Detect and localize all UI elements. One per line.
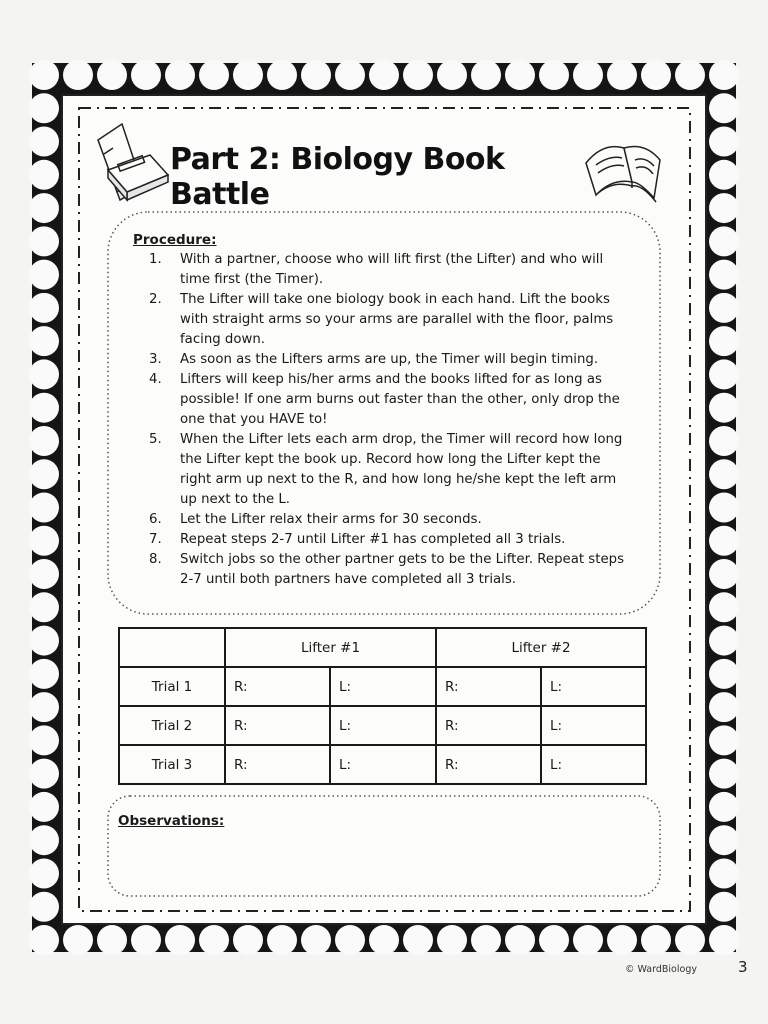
table-row [119, 706, 646, 745]
border-dot [709, 127, 739, 157]
border-dot [199, 60, 229, 90]
border-dot [709, 193, 739, 223]
step-text: Lifters will keep his/her arms and the books lifted for as long as possible! If one arm burns out faster than the other, only drop the one that you HAVE to! [180, 372, 620, 427]
step-number: 1. [149, 252, 162, 267]
lifter-1-header: Lifter #1 [225, 628, 436, 667]
border-dot [29, 725, 59, 755]
border-dot [709, 426, 739, 456]
border-dot [29, 825, 59, 855]
border-dot [29, 892, 59, 922]
border-dot [471, 60, 501, 90]
trial-label: Trial 2 [119, 706, 225, 745]
border-dot [267, 925, 297, 955]
border-dot [29, 60, 59, 90]
procedure-step [133, 370, 633, 430]
border-dot [335, 60, 365, 90]
table-cell[interactable]: R: [436, 745, 541, 784]
border-dot [29, 559, 59, 589]
border-dot [369, 925, 399, 955]
border-dot [709, 792, 739, 822]
page-title: Part 2: Biology Book Battle [170, 142, 505, 212]
table-cell[interactable]: R: [225, 706, 330, 745]
procedure-steps [133, 250, 633, 590]
border-dot [233, 60, 263, 90]
border-dot [165, 60, 195, 90]
border-dot [437, 925, 467, 955]
border-dot [301, 60, 331, 90]
table-cell[interactable]: L: [541, 667, 646, 706]
border-dot [709, 559, 739, 589]
border-dot [29, 93, 59, 123]
page-number: 3 [738, 958, 748, 976]
border-dot [675, 925, 705, 955]
border-dot [709, 93, 739, 123]
step-text: Let the Lifter relax their arms for 30 seconds. [180, 512, 482, 527]
table-corner-cell [119, 628, 225, 667]
border-dot [369, 60, 399, 90]
step-number: 4. [149, 372, 162, 387]
border-dot [29, 393, 59, 423]
border-dot [505, 925, 535, 955]
border-dot [301, 925, 331, 955]
table-cell[interactable]: R: [436, 706, 541, 745]
table-cell[interactable]: L: [330, 667, 436, 706]
table-cell[interactable]: R: [436, 667, 541, 706]
border-dot [607, 925, 637, 955]
border-dot [97, 925, 127, 955]
procedure-step [133, 290, 633, 350]
table-row [119, 667, 646, 706]
border-dot [63, 60, 93, 90]
border-dot [709, 326, 739, 356]
table-cell[interactable]: R: [225, 745, 330, 784]
border-dot [29, 160, 59, 190]
border-dot [29, 459, 59, 489]
border-dot [165, 925, 195, 955]
step-number: 6. [149, 512, 162, 527]
border-dot [607, 60, 637, 90]
border-dot [29, 260, 59, 290]
lifter-2-header: Lifter #2 [436, 628, 646, 667]
open-book-icon [586, 147, 660, 203]
border-dot [641, 60, 671, 90]
border-dot [709, 293, 739, 323]
border-dot [709, 226, 739, 256]
step-text: Repeat steps 2-7 until Lifter #1 has completed all 3 trials. [180, 532, 566, 547]
table-cell[interactable]: L: [541, 706, 646, 745]
border-dot [709, 526, 739, 556]
border-dot [709, 925, 739, 955]
border-dot [29, 692, 59, 722]
border-dot [29, 293, 59, 323]
table-row [119, 745, 646, 784]
step-text: The Lifter will take one biology book in each hand. Lift the books with straight arms so your arms are parallel with the floor, palms facing down. [180, 292, 614, 347]
procedure-step [133, 350, 633, 370]
table-header-row [119, 628, 646, 667]
border-dot [403, 925, 433, 955]
border-dot [29, 925, 59, 955]
border-dot [675, 60, 705, 90]
border-dot [641, 925, 671, 955]
table-cell[interactable]: R: [225, 667, 330, 706]
border-dot [709, 493, 739, 523]
border-dot [29, 759, 59, 789]
step-text: As soon as the Lifters arms are up, the Timer will begin timing. [180, 352, 599, 367]
step-text: With a partner, choose who will lift first (the Lifter) and who will time first (the Timer). [180, 252, 604, 287]
procedure-step [133, 550, 633, 590]
border-dot [709, 759, 739, 789]
procedure-step [133, 530, 633, 550]
border-dot [709, 659, 739, 689]
border-dot [709, 725, 739, 755]
border-dot [29, 659, 59, 689]
trials-table [118, 627, 647, 785]
border-dot [29, 493, 59, 523]
step-number: 7. [149, 532, 162, 547]
border-dot [505, 60, 535, 90]
step-number: 5. [149, 432, 162, 447]
border-dot [709, 60, 739, 90]
table-cell[interactable]: L: [541, 745, 646, 784]
border-dot [709, 692, 739, 722]
border-dot [573, 925, 603, 955]
step-number: 8. [149, 552, 162, 567]
border-dot [709, 858, 739, 888]
border-dot [131, 60, 161, 90]
border-dot [29, 359, 59, 389]
step-number: 3. [149, 352, 162, 367]
step-text: Switch jobs so the other partner gets to be the Lifter. Repeat steps 2-7 until both partners have completed all 3 trials. [180, 552, 624, 587]
border-dot [539, 925, 569, 955]
border-dot [29, 592, 59, 622]
procedure-section [133, 232, 633, 590]
procedure-heading: Procedure : [133, 232, 633, 248]
step-number: 2. [149, 292, 162, 307]
observations-label: Observations : [118, 813, 224, 829]
border-dot [29, 858, 59, 888]
border-dot [709, 626, 739, 656]
step-text: When the Lifter lets each arm drop, the Timer will record how long the Lifter kept the book up. Record how long the Lifter kept the right arm up next to the R, and how long he/she kept the left arm up next to the L. [180, 432, 623, 507]
border-dot [29, 326, 59, 356]
border-dot [709, 160, 739, 190]
trial-label: Trial 3 [119, 745, 225, 784]
procedure-step [133, 430, 633, 510]
border-dot [335, 925, 365, 955]
border-dot [709, 393, 739, 423]
border-dot [29, 626, 59, 656]
border-dot [233, 925, 263, 955]
border-dot [29, 193, 59, 223]
border-dot [29, 426, 59, 456]
trial-label: Trial 1 [119, 667, 225, 706]
border-dot [709, 359, 739, 389]
border-dot [539, 60, 569, 90]
border-dot [97, 60, 127, 90]
border-dot [131, 925, 161, 955]
border-dot [437, 60, 467, 90]
border-dot [403, 60, 433, 90]
procedure-step [133, 250, 633, 290]
border-dot [29, 226, 59, 256]
border-dot [267, 60, 297, 90]
border-dot [709, 825, 739, 855]
procedure-step [133, 510, 633, 530]
border-dot [709, 592, 739, 622]
border-dot [471, 925, 501, 955]
copyright-text: © WardBiology [625, 964, 697, 975]
border-dot [573, 60, 603, 90]
border-dot [709, 260, 739, 290]
table-cell[interactable]: L: [330, 706, 436, 745]
border-dot [63, 925, 93, 955]
border-dot [29, 526, 59, 556]
border-dot [29, 792, 59, 822]
table-cell[interactable]: L: [330, 745, 436, 784]
border-dot [29, 127, 59, 157]
border-dot [709, 459, 739, 489]
border-dot [709, 892, 739, 922]
border-dot [199, 925, 229, 955]
